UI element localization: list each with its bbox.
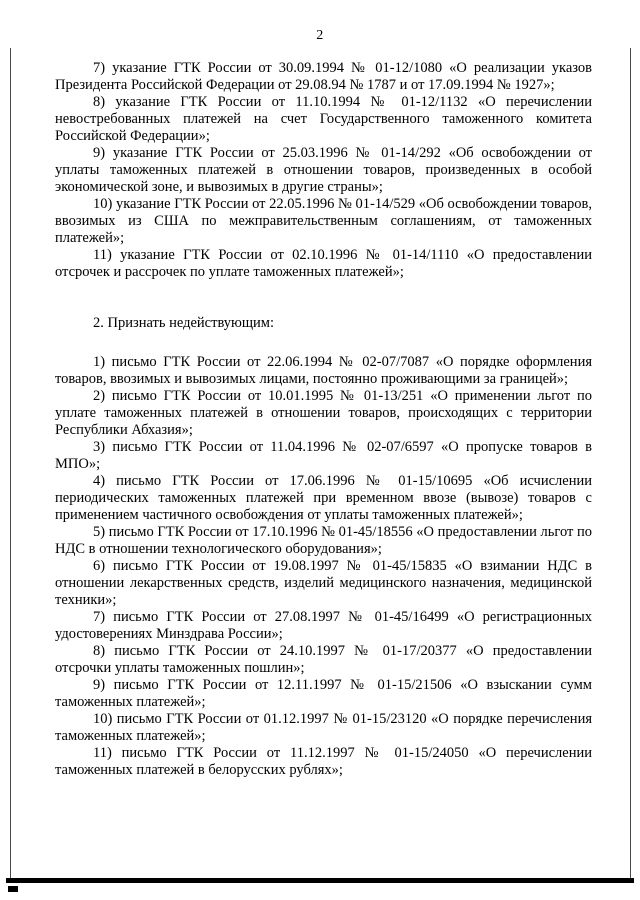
- paragraph-letter-9: 9) письмо ГТК России от 12.11.1997 № 01-15/21506 «О взыскании сумм таможенных платежей»;: [55, 677, 592, 710]
- section-2-heading: 2. Признать недействующим:: [93, 315, 275, 331]
- page-scan-border-right: [630, 48, 631, 878]
- document-body: [55, 60, 592, 779]
- paragraph-letter-4: 4) письмо ГТК России от 17.06.1996 № 01-15/10695 «Об исчислении периодических таможенных платежей при временном ввозе (вывозе) товаров с применением частичного освобождения от уплаты таможенных платежей»;: [55, 473, 592, 523]
- paragraph-letter-2: 2) письмо ГТК России от 10.01.1995 № 01-13/251 «О применении льгот по уплате таможенных платежей в отношении товаров, происходящих с территории Республики Абхазия»;: [55, 388, 592, 438]
- page-scan-corner-artifact: [8, 886, 18, 892]
- paragraph-letter-8: 8) письмо ГТК России от 24.10.1997 № 01-17/20377 «О предоставлении отсрочки уплаты таможенных пошлин»;: [55, 643, 592, 676]
- paragraph-letter-10: 10) письмо ГТК России от 01.12.1997 № 01-15/23120 «О порядке перечисления таможенных платежей»;: [55, 711, 592, 744]
- paragraph-letter-1: 1) письмо ГТК России от 22.06.1994 № 02-07/7087 «О порядке оформления товаров, ввозимых и вывозимых лицами, постоянно проживающими за границей»;: [55, 354, 592, 387]
- paragraph-letter-11: 11) письмо ГТК России от 11.12.1997 № 01-15/24050 «О перечислении таможенных платежей в белорусских рублях»;: [55, 745, 592, 778]
- paragraph-letter-7: 7) письмо ГТК России от 27.08.1997 № 01-45/16499 «О регистрационных удостоверениях Минздрава России»;: [55, 609, 592, 642]
- paragraph-letter-3: 3) письмо ГТК России от 11.04.1996 № 02-07/6597 «О пропуске товаров в МПО»;: [55, 439, 592, 472]
- paragraph-directive-9: 9) указание ГТК России от 25.03.1996 № 01-14/292 «Об освобождении от уплаты таможенных платежей в отношении товаров, произведенных в особой экономической зоне, и вывозимых в другие страны»;: [55, 145, 592, 195]
- page-number: 2: [316, 28, 324, 43]
- paragraph-directive-10: 10) указание ГТК России от 22.05.1996 № 01-14/529 «Об освобождении товаров, ввозимых из США по межправительственным соглашениям, от таможенных платежей»;: [55, 196, 592, 246]
- paragraph-letter-5: 5) письмо ГТК России от 17.10.1996 № 01-45/18556 «О предоставлении льгот по НДС в отношении технологического оборудования»;: [55, 524, 592, 557]
- paragraph-directive-7: 7) указание ГТК России от 30.09.1994 № 01-12/1080 «О реализации указов Президента Российской Федерации от 29.08.94 № 1787 и от 17.09.1994 № 1927»;: [55, 60, 592, 93]
- paragraph-letter-6: 6) письмо ГТК России от 19.08.1997 № 01-45/15835 «О взимании НДС в отношении лекарственных средств, изделий медицинского назначения, медицинской техники»;: [55, 558, 592, 608]
- paragraph-directive-8: 8) указание ГТК России от 11.10.1994 № 01-12/1132 «О перечислении невостребованных платежей на счет Государственного таможенного комитета Российской Федерации»;: [55, 94, 592, 144]
- page-scan-border-bottom: [6, 878, 634, 883]
- paragraph-directive-11: 11) указание ГТК России от 02.10.1996 № 01-14/1110 «О предоставлении отсрочек и рассрочек по уплате таможенных платежей»;: [55, 247, 592, 280]
- page-scan-border-left: [10, 48, 11, 878]
